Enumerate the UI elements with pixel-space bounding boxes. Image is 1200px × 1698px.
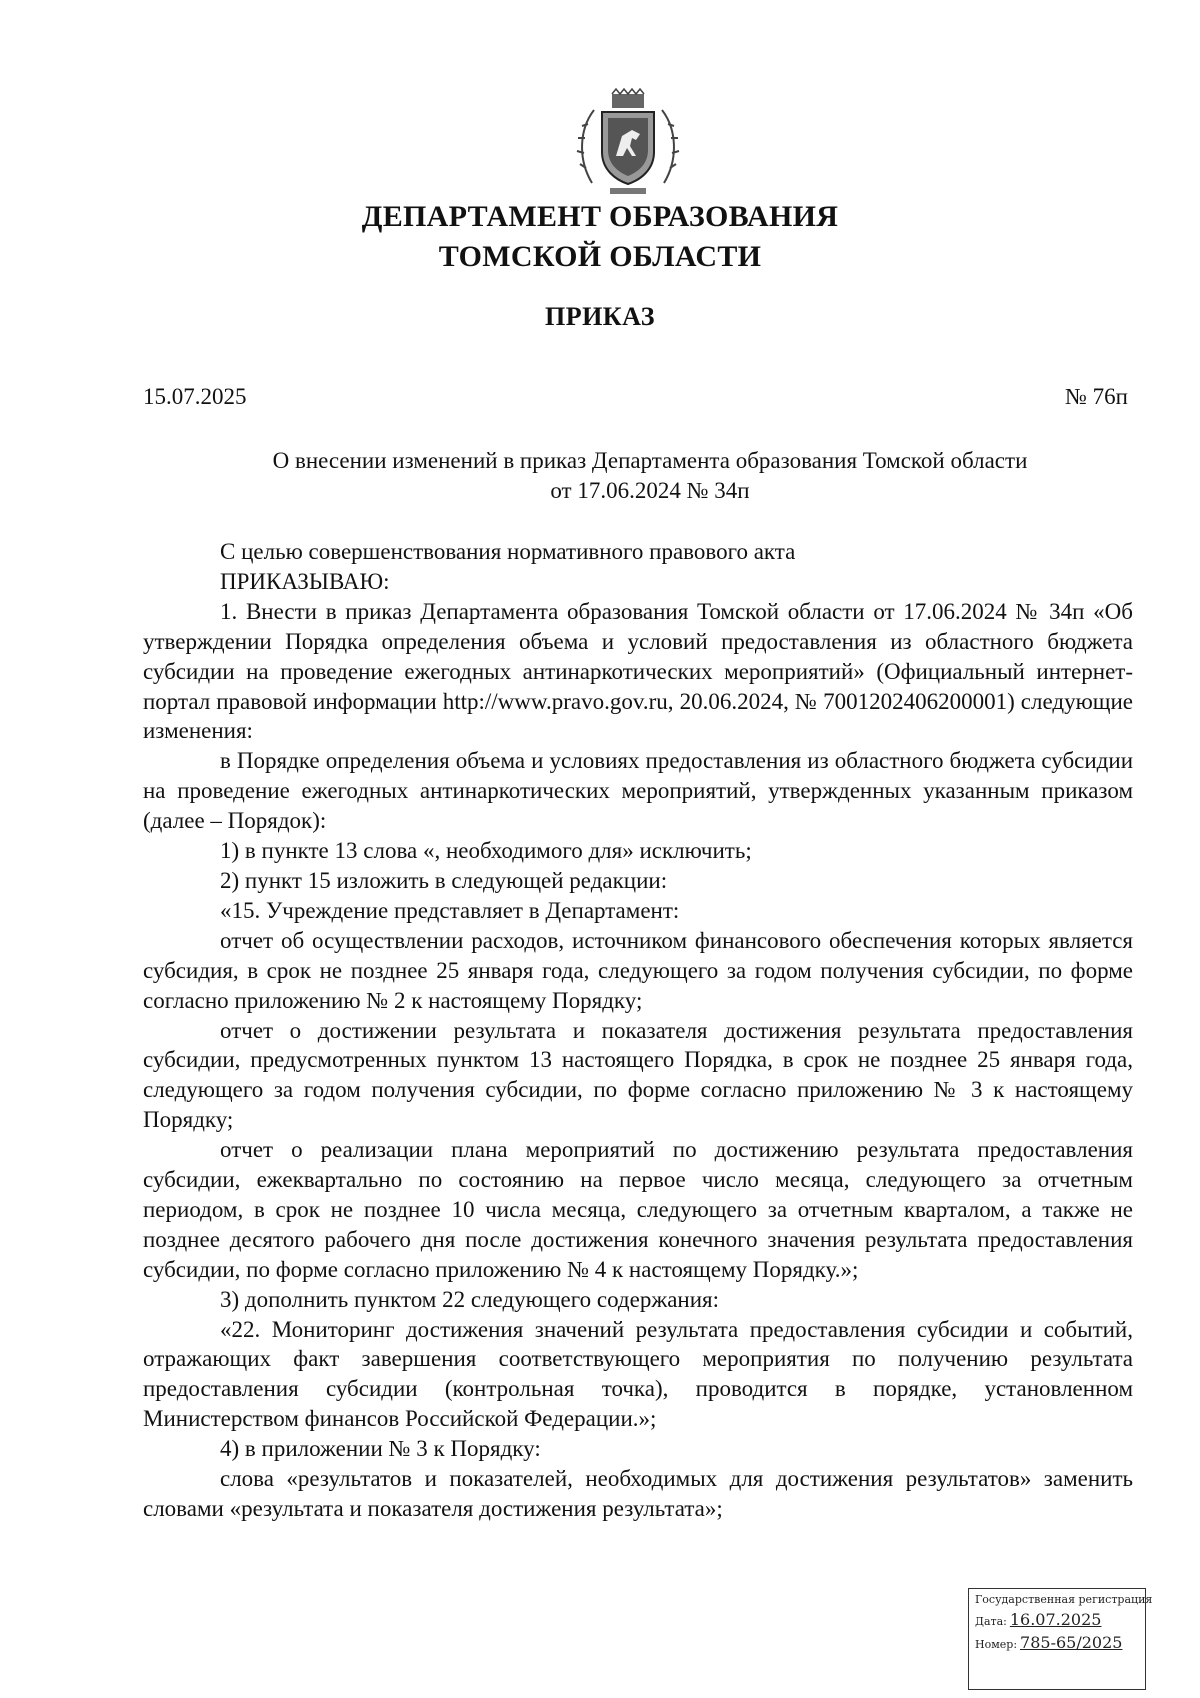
stamp-number-value: 785-65/2025 xyxy=(1020,1633,1123,1652)
coat-of-arms-emblem xyxy=(572,88,684,200)
order-subject-line1: О внесении изменений в приказ Департамента образования Томской области xyxy=(272,448,1028,473)
stamp-date-row xyxy=(975,1610,1139,1629)
body-paragraph: отчет о реализации плана мероприятий по достижению результата предоставления субсидии, ежеквартально по состоянию на первое число месяца, следующего за отчетным периодом, в срок не позднее 10 числа месяца, следующего за отчетным кварталом, а также не позднее десятого рабочего дня после достижения конечного значения результата предоставления субсидии, по форме согласно приложению № 4 к настоящему Порядку.»; xyxy=(143,1137,1133,1282)
order-subject xyxy=(150,446,1150,506)
stamp-number-label: Номер: xyxy=(975,1638,1018,1651)
stamp-date-value: 16.07.2025 xyxy=(1009,1610,1102,1629)
order-number: № 76п xyxy=(1064,384,1128,409)
department-title-line2: ТОМСКОЙ ОБЛАСТИ xyxy=(438,240,762,273)
order-subject-line2: от 17.06.2024 № 34п xyxy=(550,478,750,503)
department-title-line1: ДЕПАРТАМЕНТ ОБРАЗОВАНИЯ xyxy=(361,200,839,233)
body-paragraph: 1) в пункте 13 слова «, необходимого для» исключить; xyxy=(220,838,752,864)
order-body xyxy=(143,537,1133,1524)
body-paragraph: 1. Внести в приказ Департамента образования Томской области от 17.06.2024 № 34п «Об утверждении Порядка определения объема и условий предоставления из областного бюджета субсидии на проведение ежегодных антинаркотических мероприятий» (Официальный интернет-портал правовой информации http://www.pravo.gov.ru, 20.06.2024, № 7001202406200001) следующие изменения: xyxy=(143,598,1133,744)
document-type-heading: ПРИКАЗ xyxy=(544,302,656,331)
body-paragraph: отчет о достижении результата и показателя достижения результата предоставления субсидии, предусмотренных пунктом 13 настоящего Порядка, в срок не позднее 25 января года, следующего за годом получения субсидии, по форме согласно приложению № 3 к настоящему Порядку; xyxy=(143,1017,1133,1133)
stamp-date-label: Дата: xyxy=(975,1615,1007,1628)
registration-stamp xyxy=(968,1588,1153,1690)
body-paragraph: 4) в приложении № 3 к Порядку: xyxy=(220,1436,541,1462)
stamp-number-row xyxy=(975,1633,1139,1652)
preamble-paragraph: С целью совершенствования нормативного правового акта xyxy=(220,539,796,564)
body-paragraph: 3) дополнить пунктом 22 следующего содержания: xyxy=(220,1286,720,1312)
order-date: 15.07.2025 xyxy=(143,384,247,409)
order-directive: ПРИКАЗЫВАЮ: xyxy=(220,568,390,594)
body-paragraph: в Порядке определения объема и условиях предоставления из областного бюджета субсидии на проведение ежегодных антинаркотических мероприятий, утвержденных указанным приказом (далее – Порядок): xyxy=(143,748,1133,834)
body-paragraph: слова «результатов и показателей, необходимых для достижения результатов» заменить словами «результата и показателя достижения результата»; xyxy=(143,1466,1133,1521)
body-paragraph: отчет об осуществлении расходов, источником финансового обеспечения которых является субсидия, в срок не позднее 25 января года, следующего за годом получения субсидии, по форме согласно приложению № 2 к настоящему Порядку; xyxy=(143,927,1133,1013)
body-paragraph: 2) пункт 15 изложить в следующей редакции: xyxy=(220,867,668,893)
body-paragraph: «15. Учреждение представляет в Департамент: xyxy=(220,897,680,923)
body-paragraph: «22. Мониторинг достижения значений результата предоставления субсидии и событий, отражающих факт завершения соответствующего мероприятия по получению результата предоставления субсидии (контрольная точка), проводится в порядке, установленном Министерством финансов Российской Федерации.»; xyxy=(143,1316,1133,1432)
stamp-title: Государственная регистрация xyxy=(975,1593,1153,1606)
